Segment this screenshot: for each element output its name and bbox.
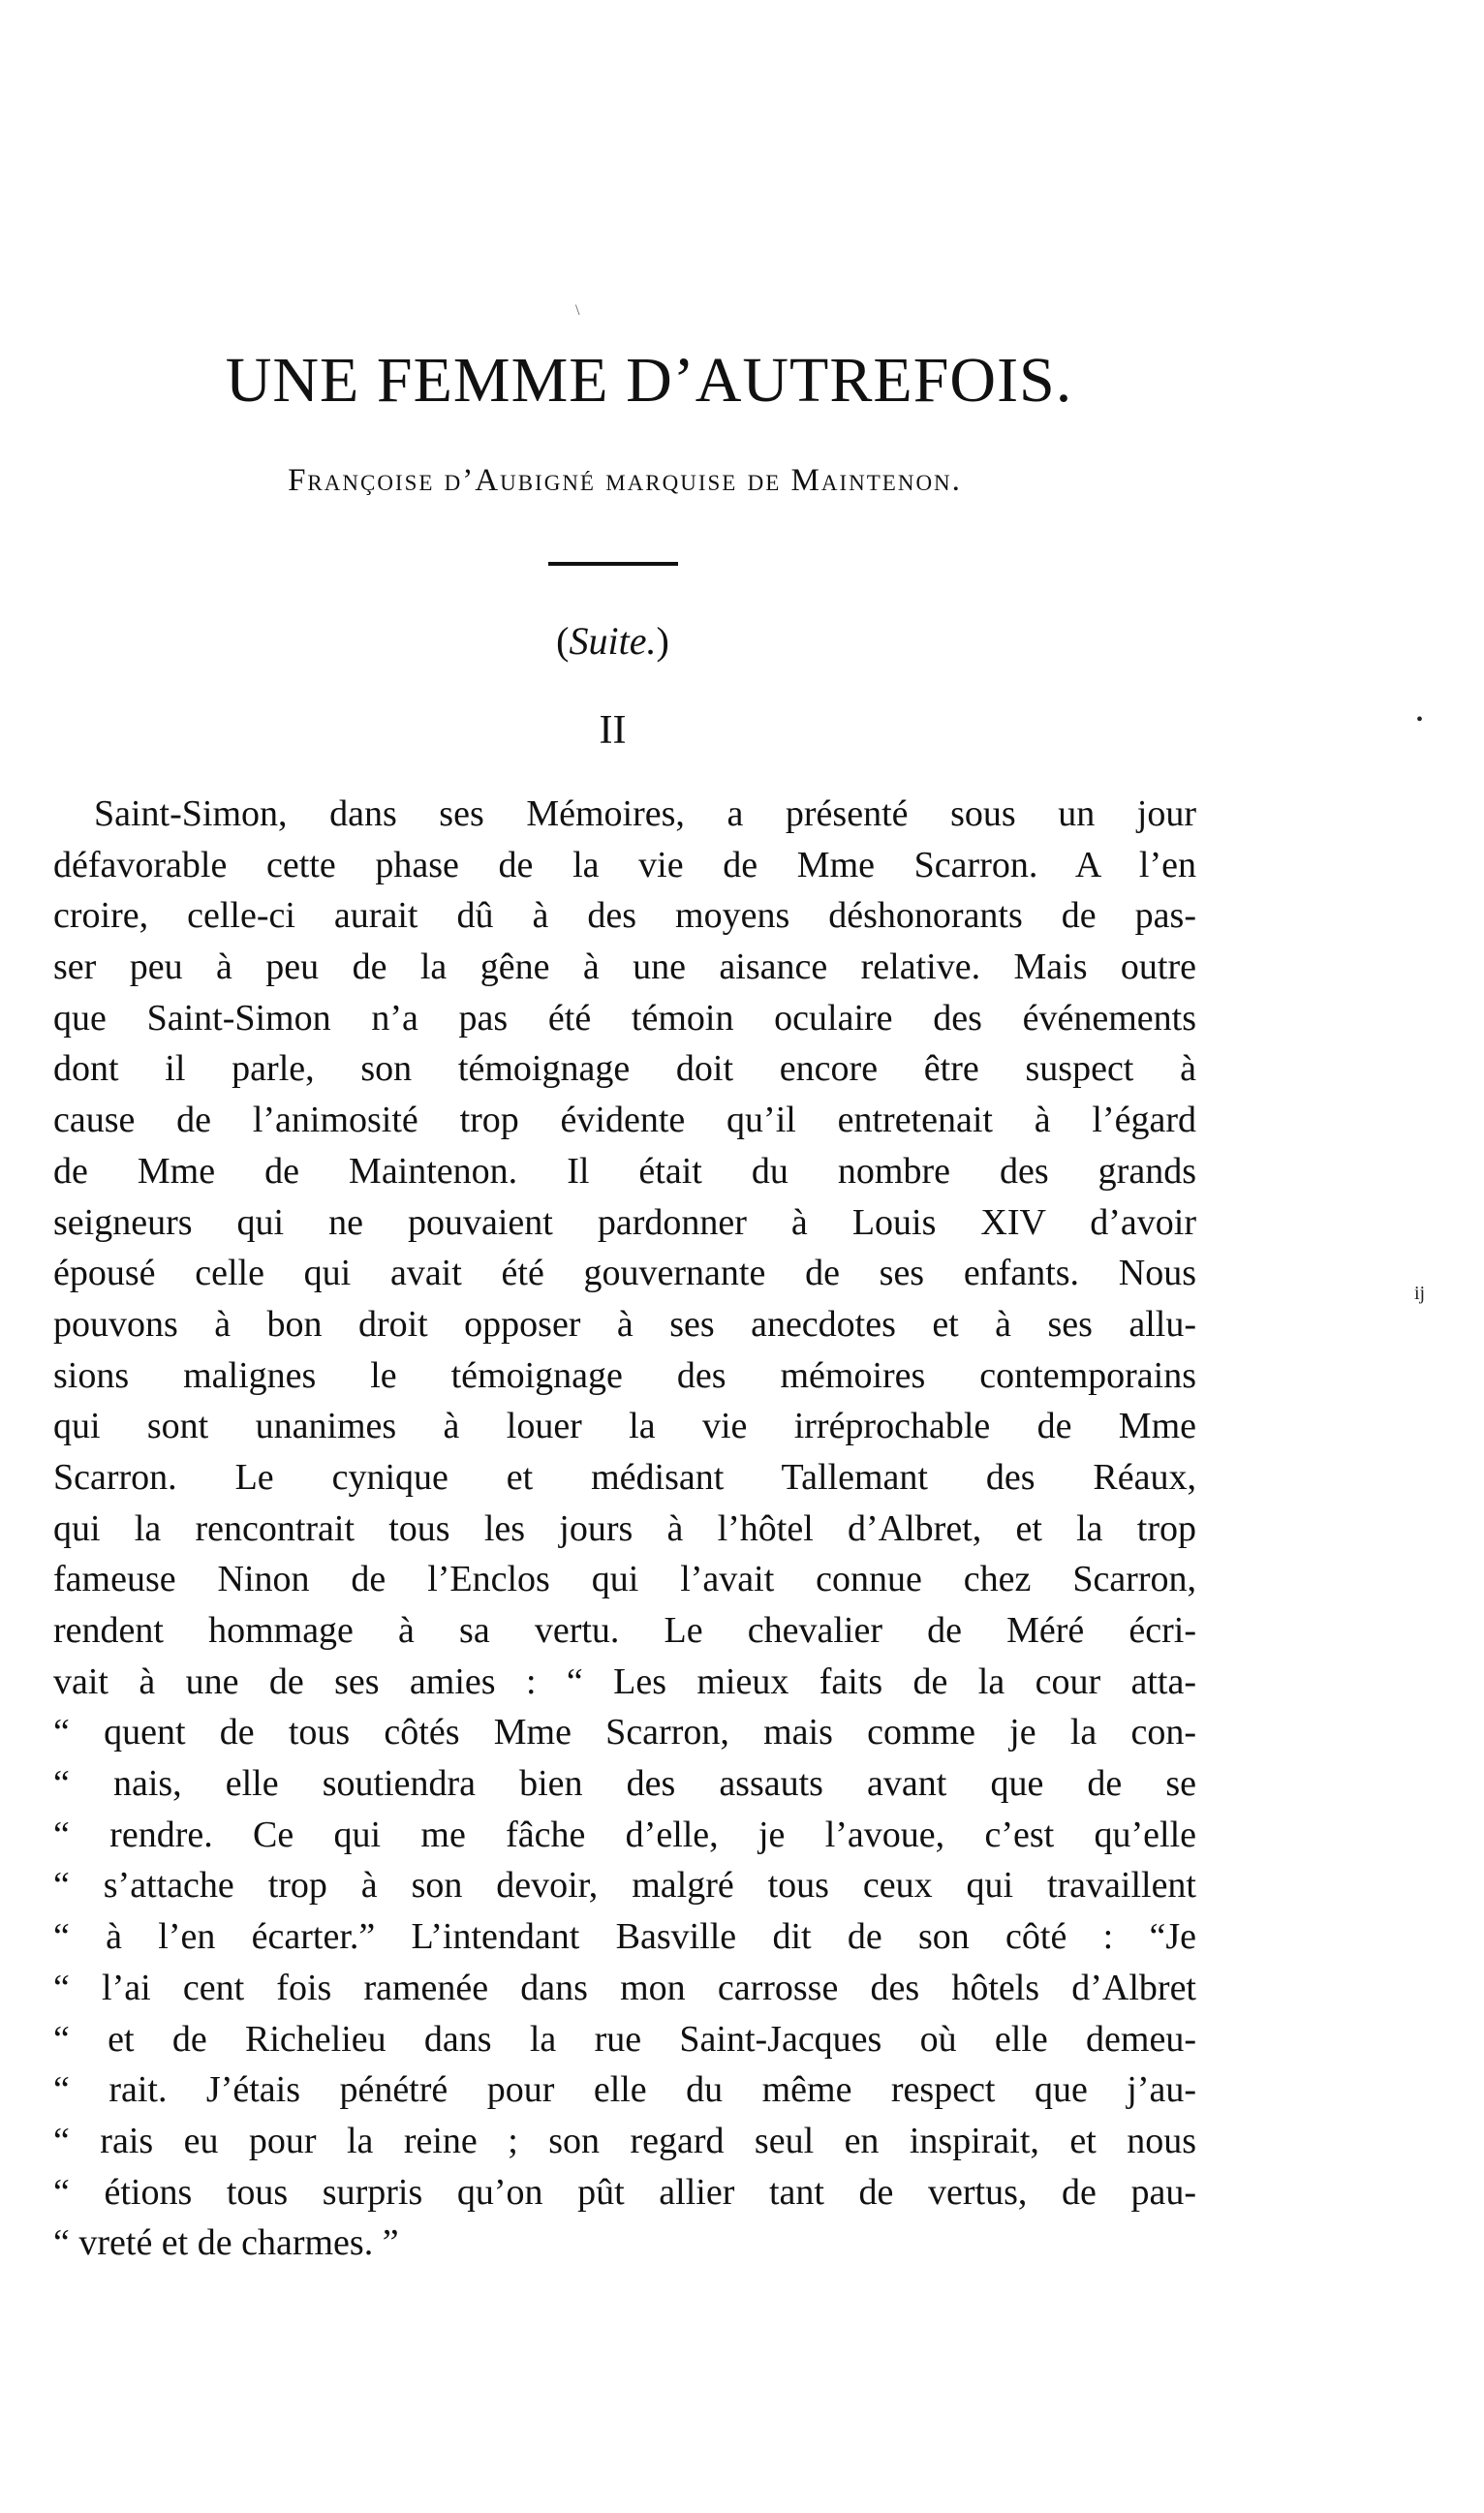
text-line: “ et de Richelieu dans la rue Saint-Jacques où elle demeu-: [53, 2018, 1196, 2060]
text-line: vait à une de ses amies : “ Les mieux faits de la cour atta-: [53, 1660, 1196, 1702]
text-line: “ vreté et de charmes. ”: [53, 2222, 399, 2264]
suite-open-paren: (: [556, 619, 570, 663]
text-line: qui sont unanimes à louer la vie irréprochable de Mme: [53, 1406, 1196, 1447]
text-line: seigneurs qui ne pouvaient pardonner à Louis XIV d’avoir: [53, 1201, 1196, 1243]
text-line: “ rendre. Ce qui me fâche d’elle, je l’avoue, c’est qu’elle: [53, 1814, 1196, 1855]
margin-dot-mark: •: [1416, 709, 1424, 730]
text-line: “ quent de tous côtés Mme Scarron, mais comme je la con-: [53, 1712, 1196, 1753]
text-line: pouvons à bon droit opposer à ses anecdotes et à ses allu-: [53, 1303, 1196, 1345]
text-line: dont il parle, son témoignage doit encore être suspect à: [53, 1048, 1196, 1090]
text-line: “ étions tous surpris qu’on pût allier tant de vertus, de pau-: [53, 2171, 1196, 2213]
text-line: “ nais, elle soutiendra bien des assauts avant que de se: [53, 1763, 1196, 1805]
text-line: cause de l’animosité trop évidente qu’il entretenait à l’égard: [53, 1100, 1196, 1141]
title-divider: [548, 562, 678, 566]
section-number: II: [599, 708, 627, 753]
text-line: “ rais eu pour la reine ; son regard seul en inspirait, et nous: [53, 2120, 1196, 2161]
text-line: croire, celle-ci aurait dû à des moyens déshonorants de pas-: [53, 895, 1196, 937]
text-line: rendent hommage à sa vertu. Le chevalier de Méré écri-: [53, 1610, 1196, 1651]
suite-word: Suite.: [569, 619, 657, 663]
text-line: défavorable cette phase de la vie de Mme Scarron. A l’en: [53, 844, 1196, 885]
top-tick-mark: \: [575, 302, 580, 319]
text-line: Saint-Simon, dans ses Mémoires, a présenté sous un jour: [94, 793, 1196, 834]
text-line: “ à l’en écarter.” L’intendant Basville dit de son côté : “Je: [53, 1916, 1196, 1958]
text-line: sions malignes le témoignage des mémoires contemporains: [53, 1354, 1196, 1396]
text-line: fameuse Ninon de l’Enclos qui l’avait connue chez Scarron,: [53, 1559, 1196, 1600]
text-line: “ l’ai cent fois ramenée dans mon carrosse des hôtels d’Albret: [53, 1967, 1196, 2008]
text-line: Scarron. Le cynique et médisant Tallemant des Réaux,: [53, 1456, 1196, 1498]
text-line: qui la rencontrait tous les jours à l’hôtel d’Albret, et la trop: [53, 1507, 1196, 1549]
page-title: UNE FEMME D’AUTREFOIS.: [225, 345, 1073, 416]
text-line: “ s’attache trop à son devoir, malgré tous ceux qui travaillent: [53, 1865, 1196, 1907]
text-line: épousé celle qui avait été gouvernante de ses enfants. Nous: [53, 1253, 1196, 1294]
page-subtitle: Françoise d’Aubigné marquise de Maintenon.: [288, 463, 962, 498]
text-line: que Saint-Simon n’a pas été témoin oculaire des événements: [53, 997, 1196, 1039]
suite-close-paren: ): [656, 619, 669, 663]
margin-ij-mark: ij: [1414, 1283, 1426, 1304]
text-line: de Mme de Maintenon. Il était du nombre des grands: [53, 1150, 1196, 1192]
continuation-note: [0, 618, 1225, 664]
text-line: “ rait. J’étais pénétré pour elle du même respect que j’au-: [53, 2069, 1196, 2111]
text-line: ser peu à peu de la gêne à une aisance relative. Mais outre: [53, 946, 1196, 988]
body-paragraph: [53, 789, 1196, 2269]
